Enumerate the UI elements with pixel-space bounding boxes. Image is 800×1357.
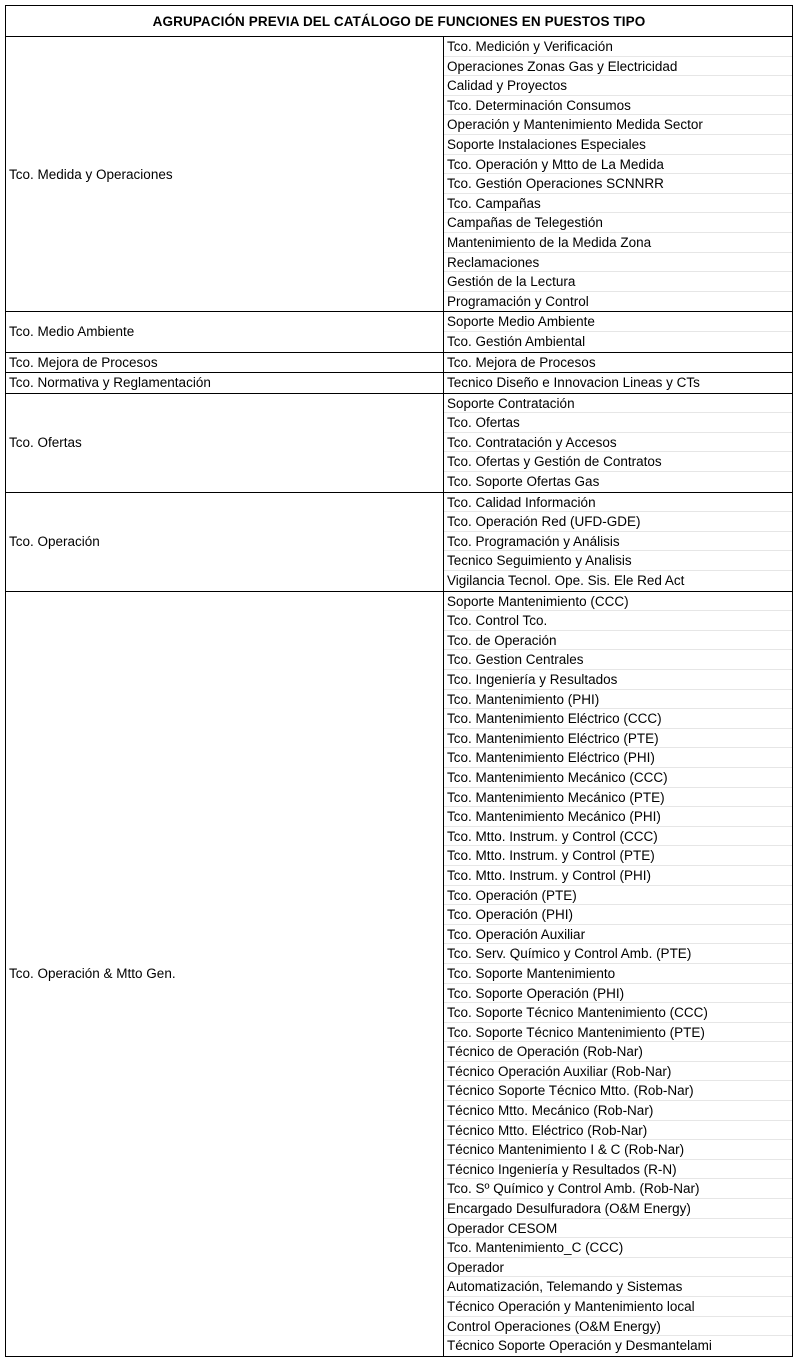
function-cell: Técnico Soporte Operación y Desmantelami xyxy=(447,1338,712,1354)
function-cell: Tco. Mejora de Procesos xyxy=(447,354,596,370)
function-cell: Tco. Soporte Técnico Mantenimiento (PTE) xyxy=(444,1023,792,1043)
function-cell: Tco. Operación (PHI) xyxy=(444,905,792,925)
function-cell: Operación y Mantenimiento Medida Sector xyxy=(444,115,792,135)
category-cell: Tco. Operación & Mtto Gen. xyxy=(6,592,444,1356)
function-cell: Reclamaciones xyxy=(444,253,792,273)
function-cell: Técnico Mtto. Mecánico (Rob-Nar) xyxy=(444,1101,792,1121)
function-cell: Soporte Instalaciones Especiales xyxy=(444,135,792,155)
function-cell: Tco. Operación Auxiliar xyxy=(444,925,792,945)
function-cell: Tecnico Seguimiento y Analisis xyxy=(444,551,792,571)
function-cell: Programación y Control xyxy=(447,293,589,309)
function-cell: Tco. Gestion Centrales xyxy=(444,650,792,670)
function-cell: Tco. Serv. Químico y Control Amb. (PTE) xyxy=(444,944,792,964)
function-cell: Soporte Contratación xyxy=(444,394,792,414)
function-cell: Tco. Mantenimiento_C (CCC) xyxy=(444,1238,792,1258)
category-cell: Tco. Normativa y Reglamentación xyxy=(6,373,444,393)
function-list xyxy=(444,394,792,492)
function-cell: Tco. Determinación Consumos xyxy=(444,96,792,116)
function-cell: Tco. Calidad Información xyxy=(444,493,792,513)
function-list xyxy=(444,37,792,311)
group-row xyxy=(6,312,792,352)
function-cell: Tco. Ofertas y Gestión de Contratos xyxy=(444,452,792,472)
function-cell: Soporte Medio Ambiente xyxy=(444,312,792,332)
function-list xyxy=(444,592,792,1356)
function-cell: Campañas de Telegestión xyxy=(444,213,792,233)
function-cell: Técnico Soporte Técnico Mtto. (Rob-Nar) xyxy=(444,1081,792,1101)
function-cell: Operador xyxy=(444,1258,792,1278)
function-cell: Tco. Mantenimiento Eléctrico (CCC) xyxy=(444,709,792,729)
function-cell: Tco. de Operación xyxy=(444,631,792,651)
function-cell: Tco. Operación Red (UFD-GDE) xyxy=(444,512,792,532)
function-cell: Soporte Mantenimiento (CCC) xyxy=(444,592,792,612)
function-cell: Tco. Gestión Ambiental xyxy=(447,333,586,349)
function-cell: Tco. Mantenimiento Mecánico (CCC) xyxy=(444,768,792,788)
function-cell: Tco. Mantenimiento Eléctrico (PHI) xyxy=(444,748,792,768)
group-row xyxy=(6,394,792,493)
function-cell: Técnico Operación y Mantenimiento local xyxy=(444,1297,792,1317)
function-cell: Vigilancia Tecnol. Ope. Sis. Ele Red Act xyxy=(447,573,685,589)
function-cell: Tco. Mantenimiento (PHI) xyxy=(444,690,792,710)
category-cell: Tco. Mejora de Procesos xyxy=(6,353,444,373)
function-cell: Tco. Soporte Técnico Mantenimiento (CCC) xyxy=(444,1003,792,1023)
function-cell: Gestión de la Lectura xyxy=(444,272,792,292)
function-cell: Tco. Ingeniería y Resultados xyxy=(444,670,792,690)
function-cell: Tco. Campañas xyxy=(444,194,792,214)
function-list xyxy=(444,493,792,591)
function-cell: Tco. Medición y Verificación xyxy=(444,37,792,57)
function-cell: Tco. Soporte Mantenimiento xyxy=(444,964,792,984)
function-cell: Tco. Mantenimiento Mecánico (PTE) xyxy=(444,788,792,808)
group-row xyxy=(6,373,792,394)
function-cell: Operador CESOM xyxy=(444,1219,792,1239)
group-row xyxy=(6,592,792,1356)
function-list xyxy=(444,312,792,351)
function-cell: Control Operaciones (O&M Energy) xyxy=(444,1317,792,1337)
function-cell: Automatización, Telemando y Sistemas xyxy=(444,1277,792,1297)
function-cell: Tco. Mtto. Instrum. y Control (PHI) xyxy=(444,866,792,886)
function-cell: Tco. Mantenimiento Mecánico (PHI) xyxy=(444,807,792,827)
function-cell: Tco. Programación y Análisis xyxy=(444,532,792,552)
group-row xyxy=(6,493,792,592)
table-body xyxy=(6,37,792,1356)
function-cell: Técnico Operación Auxiliar (Rob-Nar) xyxy=(444,1062,792,1082)
function-cell: Encargado Desulfuradora (O&M Energy) xyxy=(444,1199,792,1219)
function-cell: Tco. Ofertas xyxy=(444,413,792,433)
function-cell: Tco. Mtto. Instrum. y Control (PTE) xyxy=(444,846,792,866)
function-cell: Tco. Control Tco. xyxy=(444,611,792,631)
function-cell: Tecnico Diseño e Innovacion Lineas y CTs xyxy=(447,375,700,391)
function-cell: Técnico de Operación (Rob-Nar) xyxy=(444,1042,792,1062)
category-cell: Tco. Medida y Operaciones xyxy=(6,37,444,311)
function-cell: Tco. Mantenimiento Eléctrico (PTE) xyxy=(444,729,792,749)
category-cell: Tco. Operación xyxy=(6,493,444,591)
function-cell: Tco. Contratación y Accesos xyxy=(444,433,792,453)
group-row xyxy=(6,353,792,374)
group-row xyxy=(6,37,792,312)
function-list xyxy=(444,353,792,373)
function-cell: Tco. Gestión Operaciones SCNNRR xyxy=(444,174,792,194)
category-cell: Tco. Medio Ambiente xyxy=(6,312,444,351)
function-list xyxy=(444,373,792,393)
function-cell: Tco. Operación (PTE) xyxy=(444,886,792,906)
function-cell: Tco. Mtto. Instrum. y Control (CCC) xyxy=(444,827,792,847)
function-cell: Operaciones Zonas Gas y Electricidad xyxy=(444,57,792,77)
table-title: AGRUPACIÓN PREVIA DEL CATÁLOGO DE FUNCIONES EN PUESTOS TIPO xyxy=(6,6,792,37)
function-cell: Tco. Soporte Operación (PHI) xyxy=(444,984,792,1004)
function-cell: Tco. Sº Químico y Control Amb. (Rob-Nar) xyxy=(444,1179,792,1199)
function-cell: Mantenimiento de la Medida Zona xyxy=(444,233,792,253)
function-cell: Técnico Mantenimiento I & C (Rob-Nar) xyxy=(444,1140,792,1160)
function-catalog-table xyxy=(5,5,793,1357)
category-cell: Tco. Ofertas xyxy=(6,394,444,492)
function-cell: Técnico Ingeniería y Resultados (R-N) xyxy=(444,1160,792,1180)
function-cell: Tco. Soporte Ofertas Gas xyxy=(447,474,600,490)
function-cell: Tco. Operación y Mtto de La Medida xyxy=(444,155,792,175)
function-cell: Técnico Mtto. Eléctrico (Rob-Nar) xyxy=(444,1121,792,1141)
function-cell: Calidad y Proyectos xyxy=(444,76,792,96)
